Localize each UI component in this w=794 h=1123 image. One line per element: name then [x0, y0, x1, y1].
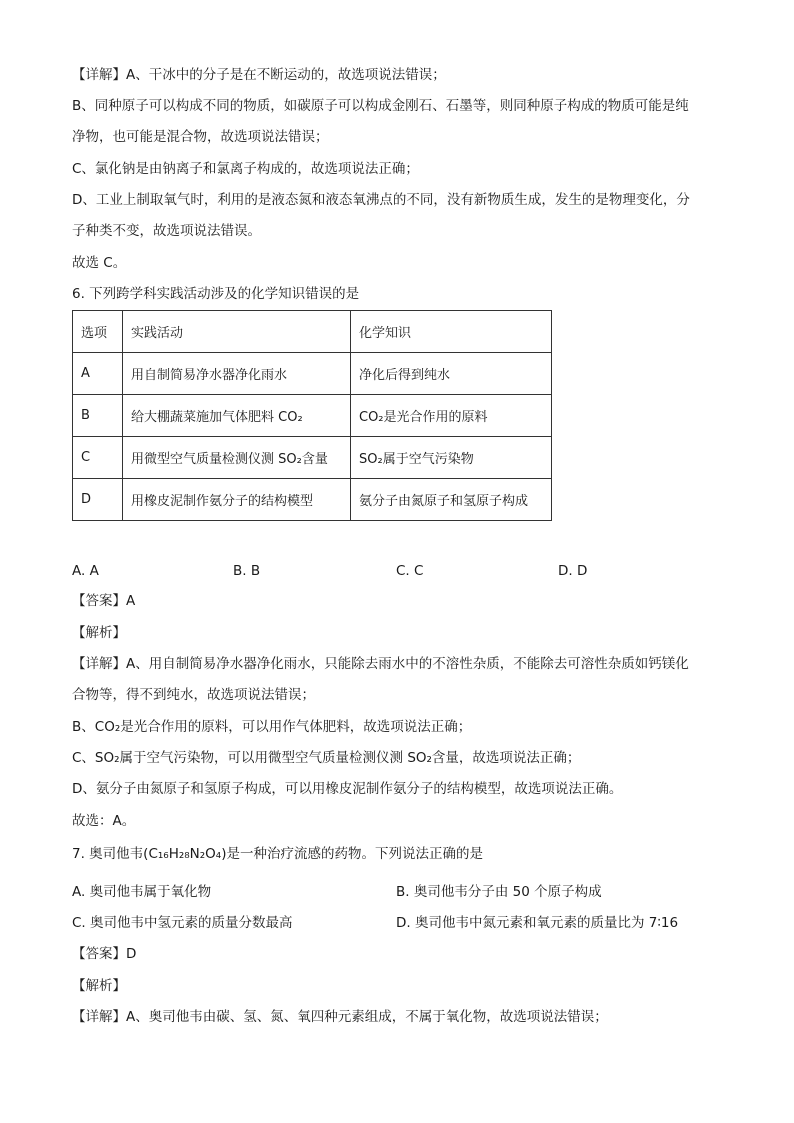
q5-detail-line5: D、工业上制取氧气时，利用的是液态氮和液态氧沸点的不同，没有新物质生成，发生的是物理变化，分	[72, 192, 690, 208]
q7-answer: 【答案】D	[72, 946, 137, 962]
table-header-cell: 选项	[73, 311, 123, 353]
q6-answer: 【答案】A	[72, 593, 136, 609]
q6-analysis-label: 【解析】	[72, 625, 126, 641]
q6-detail-line3: B、CO₂是光合作用的原料，可以用作气体肥料，故选项说法正确；	[72, 719, 472, 735]
q7-detail-line1: 【详解】A、奥司他韦由碳、氢、氮、氧四种元素组成，不属于氧化物，故选项说法错误；	[72, 1009, 608, 1025]
q6-conclusion: 故选：A。	[72, 813, 136, 829]
q5-detail-line1: 【详解】A、干冰中的分子是在不断运动的，故选项说法错误；	[72, 67, 446, 83]
q5-detail-line3: 净物，也可能是混合物，故选项说法错误；	[72, 129, 329, 145]
q6-detail-line5: D、氨分子由氮原子和氢原子构成，可以用橡皮泥制作氨分子的结构模型，故选项说法正确。	[72, 781, 623, 797]
q7-option-a: A. 奥司他韦属于氧化物	[72, 884, 212, 900]
table-cell: C	[73, 437, 123, 479]
q6-option-c: C. C	[396, 563, 424, 579]
table-cell: SO₂属于空气污染物	[351, 437, 552, 479]
table-header-cell: 化学知识	[351, 311, 552, 353]
q7-option-b: B. 奥司他韦分子由 50 个原子构成	[396, 884, 602, 900]
table-cell: 用微型空气质量检测仪测 SO₂含量	[123, 437, 351, 479]
q5-detail-line6: 子种类不变，故选项说法错误。	[72, 223, 261, 239]
q7-option-d: D. 奥司他韦中氮元素和氧元素的质量比为 7∶16	[396, 915, 679, 931]
table-row	[73, 395, 552, 437]
q6-table	[72, 310, 552, 521]
table-cell: 用橡皮泥制作氨分子的结构模型	[123, 479, 351, 521]
table-row	[73, 479, 552, 521]
table-header-cell: 实践活动	[123, 311, 351, 353]
q7-analysis-label: 【解析】	[72, 978, 126, 994]
table-cell: 氨分子由氮原子和氢原子构成	[351, 479, 552, 521]
table-cell: CO₂是光合作用的原料	[351, 395, 552, 437]
table-cell: A	[73, 353, 123, 395]
table-cell: B	[73, 395, 123, 437]
table-cell: D	[73, 479, 123, 521]
q7-option-c: C. 奥司他韦中氢元素的质量分数最高	[72, 915, 293, 931]
table-cell: 用自制简易净水器净化雨水	[123, 353, 351, 395]
q5-conclusion: 故选 C。	[72, 255, 127, 271]
q6-stem: 6. 下列跨学科实践活动涉及的化学知识错误的是	[72, 286, 360, 302]
table-row	[73, 437, 552, 479]
q7-stem: 7. 奥司他韦(C₁₆H₂₈N₂O₄)是一种治疗流感的药物。下列说法正确的是	[72, 846, 483, 862]
q6-option-b: B. B	[233, 563, 261, 579]
table-header-row	[73, 311, 552, 353]
q6-detail-line4: C、SO₂属于空气污染物，可以用微型空气质量检测仪测 SO₂含量，故选项说法正确；	[72, 750, 581, 766]
q5-detail-line2: B、同种原子可以构成不同的物质，如碳原子可以构成金刚石、石墨等，则同种原子构成的物质可能是纯	[72, 98, 689, 114]
q6-option-a: A. A	[72, 563, 99, 579]
q6-option-d: D. D	[558, 563, 588, 579]
table-row	[73, 353, 552, 395]
q6-detail-line1: 【详解】A、用自制简易净水器净化雨水，只能除去雨水中的不溶性杂质，不能除去可溶性杂质如钙镁化	[72, 656, 689, 672]
q5-detail-line4: C、氯化钠是由钠离子和氯离子构成的，故选项说法正确；	[72, 161, 419, 177]
table-cell: 给大棚蔬菜施加气体肥料 CO₂	[123, 395, 351, 437]
q6-detail-line2: 合物等，得不到纯水，故选项说法错误；	[72, 687, 315, 703]
table-cell: 净化后得到纯水	[351, 353, 552, 395]
